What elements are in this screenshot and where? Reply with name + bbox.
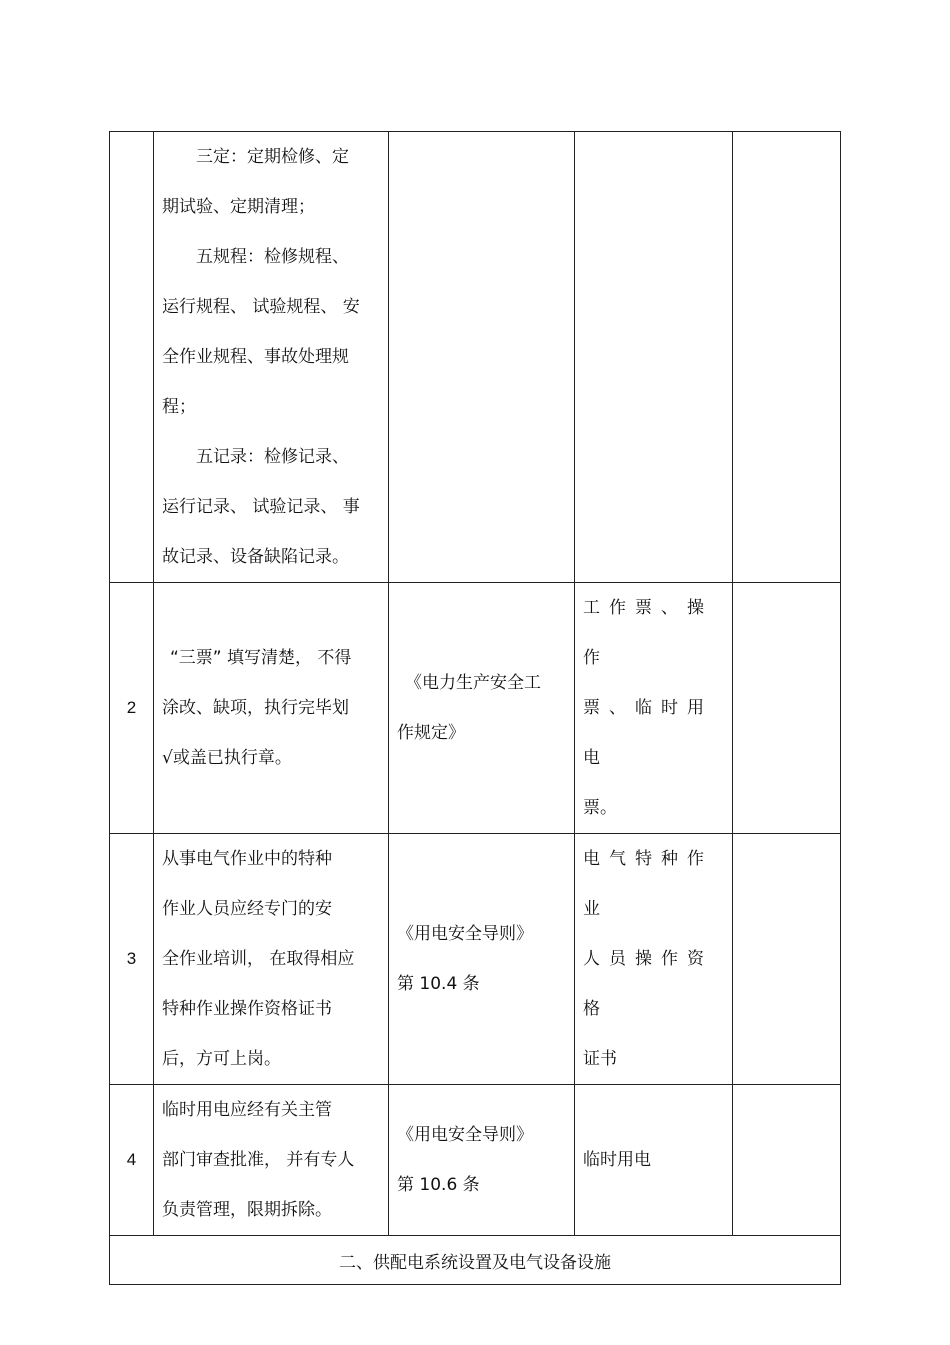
table-row	[110, 583, 841, 834]
content-line: 后，方可上岗。	[162, 1049, 281, 1069]
basis-line: 第 10.4 条	[397, 974, 480, 994]
basis-cell	[389, 834, 575, 1085]
content-line: 涂改、缺项，执行完毕划	[162, 698, 349, 718]
content-line: “三票” 填写清楚， 不得	[170, 648, 352, 668]
basis-cell	[389, 132, 575, 583]
evidence-cell	[575, 1085, 733, 1236]
content-line: √或盖已执行章。	[162, 748, 292, 768]
content-line: 运行规程、 试验规程、 安	[162, 297, 360, 317]
section-row	[110, 1236, 841, 1285]
content-line: 从事电气作业中的特种	[162, 849, 332, 869]
table-row	[110, 132, 841, 583]
evidence-line: 证书	[583, 1049, 617, 1069]
basis-line: 第 10.6 条	[397, 1175, 480, 1195]
remark-cell	[733, 132, 841, 583]
content-line: 故记录、设备缺陷记录。	[162, 547, 349, 567]
content-line: 五记录：检修记录、	[196, 447, 349, 467]
content-line: 负责管理，限期拆除。	[162, 1200, 332, 1220]
remark-cell	[733, 1085, 841, 1236]
evidence-line: 临时用电	[583, 1150, 651, 1170]
content-line: 程；	[162, 397, 196, 417]
evidence-line: 票。	[583, 798, 617, 818]
evidence-cell	[575, 834, 733, 1085]
evidence-line: 人员操作资格	[583, 949, 713, 1019]
evidence-cell	[575, 132, 733, 583]
content-line: 临时用电应经有关主管	[162, 1100, 332, 1120]
evidence-line: 电气特种作业	[583, 849, 713, 919]
inspection-content	[154, 583, 389, 834]
section-title: 二、供配电系统设置及电气设备设施	[110, 1236, 841, 1285]
inspection-table	[109, 131, 841, 1285]
content-line: 期试验、定期清理；	[162, 197, 315, 217]
basis-cell	[389, 1085, 575, 1236]
evidence-line: 票、临时用电	[583, 698, 713, 768]
basis-line: 《用电安全导则》	[397, 1125, 533, 1145]
inspection-content	[154, 132, 389, 583]
row-number: 4	[110, 1085, 154, 1236]
basis-line: 《用电安全导则》	[397, 924, 533, 944]
content-line: 运行记录、 试验记录、 事	[162, 497, 360, 517]
content-line: 全作业培训， 在取得相应	[162, 949, 355, 969]
row-number	[110, 132, 154, 583]
remark-cell	[733, 583, 841, 834]
content-line: 部门审查批准， 并有专人	[162, 1150, 355, 1170]
inspection-content	[154, 1085, 389, 1236]
table-row	[110, 1085, 841, 1236]
inspection-content	[154, 834, 389, 1085]
content-line: 特种作业操作资格证书	[162, 999, 332, 1019]
content-line: 五规程：检修规程、	[196, 247, 349, 267]
content-line: 全作业规程、事故处理规	[162, 347, 349, 367]
content-line: 作业人员应经专门的安	[162, 899, 332, 919]
basis-cell	[389, 583, 575, 834]
evidence-cell	[575, 583, 733, 834]
remark-cell	[733, 834, 841, 1085]
basis-line: 作规定》	[397, 723, 465, 743]
row-number: 2	[110, 583, 154, 834]
table-row	[110, 834, 841, 1085]
row-number: 3	[110, 834, 154, 1085]
evidence-line: 工作票、操作	[583, 598, 713, 668]
content-line: 三定：定期检修、定	[196, 147, 349, 167]
basis-line: 《电力生产安全工	[405, 673, 541, 693]
